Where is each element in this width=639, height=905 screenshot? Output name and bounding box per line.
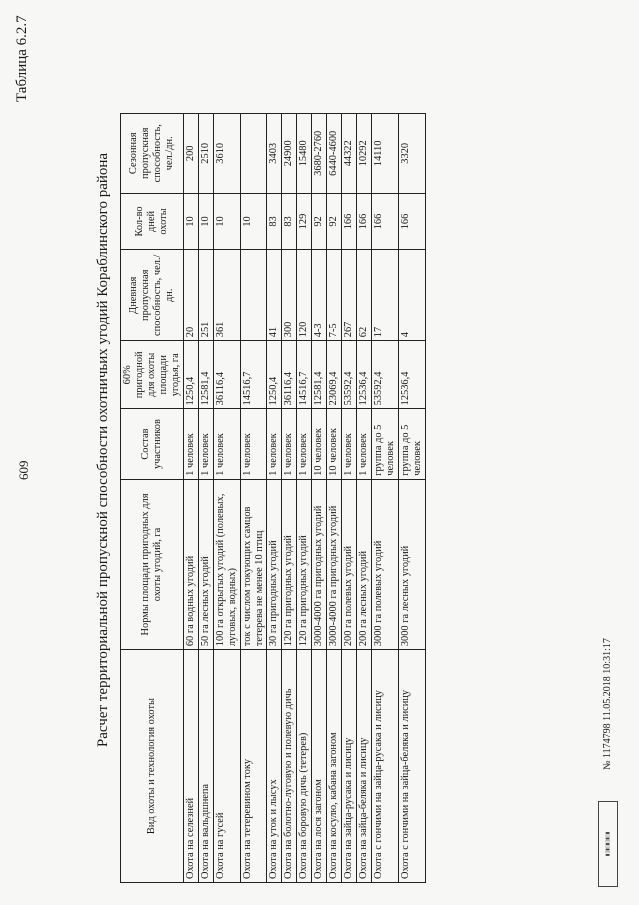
cell-area-norm: 200 га лесных угодий	[357, 479, 372, 649]
cell-area-norm: 3000 га полевых угодий	[372, 479, 399, 649]
cell-hunt-type: Охота на боровую дичь (тетерев)	[297, 650, 312, 883]
cell-participants: 1 человек	[198, 409, 213, 479]
table-row	[198, 114, 213, 883]
document-footer: № 1174798 11.05.2018 10:31:17	[602, 638, 613, 770]
header-area-norm: Нормы площади пригодных для охоты угодий, га	[121, 479, 184, 649]
cell-daily-capacity: 41	[267, 250, 282, 341]
cell-hunt-days: 83	[282, 193, 297, 250]
cell-participants: 1 человек	[297, 409, 312, 479]
cell-area-norm: 3000-4000 га пригодных угодий	[312, 479, 327, 649]
cell-hunt-type: Охота на гусей	[213, 650, 240, 883]
cell-daily-capacity	[240, 250, 267, 341]
cell-seasonal-capacity: 3610	[213, 114, 240, 194]
table-row	[240, 114, 267, 883]
cell-area-norm: 60 га водных угодий	[183, 479, 198, 649]
cell-daily-capacity: 17	[372, 250, 399, 341]
cell-participants: 1 человек	[183, 409, 198, 479]
cell-suitable-area: 12536,4	[357, 341, 372, 409]
cell-daily-capacity: 4-3	[312, 250, 327, 341]
cell-suitable-area: 36116,4	[213, 341, 240, 409]
header-hunt-type: Вид охоты и технология охоты	[121, 650, 184, 883]
header-suitable-area: 60% пригодной для охоты площади угодья, га	[121, 341, 184, 409]
cell-hunt-days: 92	[327, 193, 342, 250]
cell-suitable-area: 1250,4	[183, 341, 198, 409]
table-row	[342, 114, 357, 883]
table-body	[183, 114, 425, 883]
cell-daily-capacity: 20	[183, 250, 198, 341]
cell-daily-capacity: 4	[399, 250, 426, 341]
table-row	[297, 114, 312, 883]
cell-daily-capacity: 267	[342, 250, 357, 341]
cell-hunt-days: 10	[240, 193, 267, 250]
cell-hunt-days: 10	[213, 193, 240, 250]
cell-participants: 10 человек	[312, 409, 327, 479]
cell-area-norm: ток с числом токующих самцов тетерева не менее 10 птиц	[240, 479, 267, 649]
cell-daily-capacity: 7-5	[327, 250, 342, 341]
cell-hunt-type: Охота на уток и лысух	[267, 650, 282, 883]
table-row	[312, 114, 327, 883]
cell-suitable-area: 53592,4	[372, 341, 399, 409]
cell-daily-capacity: 62	[357, 250, 372, 341]
cell-seasonal-capacity: 14110	[372, 114, 399, 194]
cell-hunt-days: 166	[372, 193, 399, 250]
cell-seasonal-capacity: 200	[183, 114, 198, 194]
cell-seasonal-capacity: 44322	[342, 114, 357, 194]
cell-daily-capacity: 120	[297, 250, 312, 341]
cell-hunt-days: 10	[183, 193, 198, 250]
cell-hunt-type: Охота с гончими на зайца-беляка и лисицу	[399, 650, 426, 883]
table-row	[399, 114, 426, 883]
table-row	[372, 114, 399, 883]
cell-daily-capacity: 361	[213, 250, 240, 341]
table-row	[282, 114, 297, 883]
document-title: Расчет территориальной пропускной способности охотничьих угодий Кораблинского района	[95, 152, 111, 748]
cell-daily-capacity: 251	[198, 250, 213, 341]
cell-suitable-area: 36116,4	[282, 341, 297, 409]
cell-hunt-type: Охота на болотно-луговую и полевую дичь	[282, 650, 297, 883]
cell-hunt-type: Охота на лося загоном	[312, 650, 327, 883]
cell-area-norm: 100 га открытых угодий (полевых, луговых, водных)	[213, 479, 240, 649]
cell-suitable-area: 23069,4	[327, 341, 342, 409]
table-row	[267, 114, 282, 883]
cell-hunt-days: 129	[297, 193, 312, 250]
cell-participants: 1 человек	[267, 409, 282, 479]
cell-participants: группа до 5 человек	[372, 409, 399, 479]
cell-seasonal-capacity: 10292	[357, 114, 372, 194]
header-daily-capacity: Дневная пропускная способность, чел./дн.	[121, 250, 184, 341]
header-seasonal-capacity: Сезонная пропускная способность, чел./дн.	[121, 114, 184, 194]
cell-seasonal-capacity: 24900	[282, 114, 297, 194]
cell-daily-capacity: 300	[282, 250, 297, 341]
cell-hunt-days: 10	[198, 193, 213, 250]
cell-area-norm: 50 га лесных угодий	[198, 479, 213, 649]
capacity-table	[120, 113, 426, 883]
table-header-row	[121, 114, 184, 883]
cell-hunt-days: 92	[312, 193, 327, 250]
cell-seasonal-capacity: 3680-2760	[312, 114, 327, 194]
cell-suitable-area: 12581,4	[312, 341, 327, 409]
cell-participants: 1 человек	[282, 409, 297, 479]
cell-hunt-type: Охота на вальдшнепа	[198, 650, 213, 883]
cell-participants: 10 человек	[327, 409, 342, 479]
cell-seasonal-capacity: 6440-4600	[327, 114, 342, 194]
cell-suitable-area: 12536,4	[399, 341, 426, 409]
cell-area-norm: 120 га пригодных угодий	[297, 479, 312, 649]
header-hunt-days: Кол-во дней охоты	[121, 193, 184, 250]
cell-suitable-area: 1250,4	[267, 341, 282, 409]
cell-hunt-type: Охота на тетеревином току	[240, 650, 267, 883]
table-row	[327, 114, 342, 883]
cell-seasonal-capacity: 15480	[297, 114, 312, 194]
table-row	[213, 114, 240, 883]
cell-area-norm: 200 га полевых угодий	[342, 479, 357, 649]
cell-hunt-type: Охота с гончими на зайца-русака и лисицу	[372, 650, 399, 883]
cell-hunt-days: 166	[399, 193, 426, 250]
cell-hunt-type: Охота на зайца-беляка и лисицу	[357, 650, 372, 883]
cell-participants: 1 человек	[213, 409, 240, 479]
cell-hunt-type: Охота на косулю, кабана загоном	[327, 650, 342, 883]
cell-hunt-days: 83	[267, 193, 282, 250]
table-row	[183, 114, 198, 883]
document-stamp: ▮▯▮▯▮▯▮▯▮	[598, 801, 618, 887]
cell-seasonal-capacity: 3320	[399, 114, 426, 194]
table-label: Таблица 6.2.7	[14, 15, 30, 102]
cell-participants: группа до 5 человек	[399, 409, 426, 479]
cell-participants: 1 человек	[357, 409, 372, 479]
cell-participants: 1 человек	[240, 409, 267, 479]
table-row	[357, 114, 372, 883]
cell-seasonal-capacity: 2510	[198, 114, 213, 194]
cell-area-norm: 30 га пригодных угодий	[267, 479, 282, 649]
cell-area-norm: 3000 га лесных угодий	[399, 479, 426, 649]
cell-area-norm: 120 га пригодных угодий	[282, 479, 297, 649]
cell-area-norm: 3000-4000 га пригодных угодий	[327, 479, 342, 649]
page-number: 609	[16, 460, 31, 480]
cell-hunt-type: Охота на зайца-русака и лисицу	[342, 650, 357, 883]
cell-suitable-area: 14516,7	[297, 341, 312, 409]
cell-participants: 1 человек	[342, 409, 357, 479]
cell-seasonal-capacity: 3403	[267, 114, 282, 194]
cell-hunt-days: 166	[342, 193, 357, 250]
cell-hunt-type: Охота на селезней	[183, 650, 198, 883]
cell-hunt-days: 166	[357, 193, 372, 250]
cell-suitable-area: 12581,4	[198, 341, 213, 409]
header-participants: Состав участников	[121, 409, 184, 479]
cell-seasonal-capacity	[240, 114, 267, 194]
cell-suitable-area: 53592,4	[342, 341, 357, 409]
cell-suitable-area: 14516,7	[240, 341, 267, 409]
